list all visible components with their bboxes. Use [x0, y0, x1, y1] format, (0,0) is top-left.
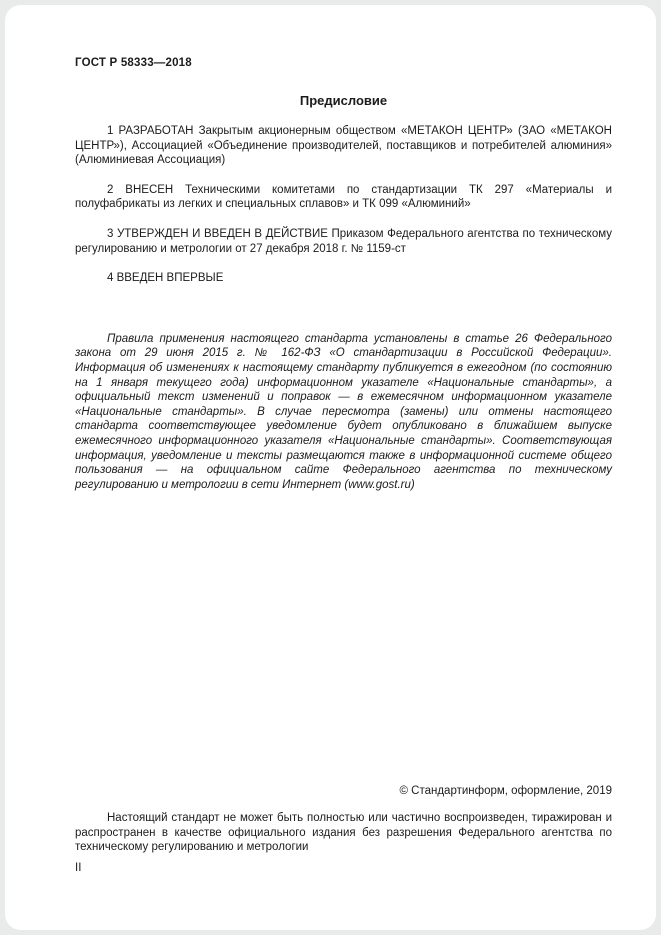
document-code: ГОСТ Р 58333—2018: [75, 57, 192, 69]
section-title: Предисловие: [299, 93, 388, 108]
foreword-item-2: 2 ВНЕСЕН Техническими комитетами по стандартизации ТК 297 «Материалы и полуфабрикаты из легких и специальных сплавов» и ТК 099 «Алюминий»: [75, 183, 612, 211]
page-number: II: [75, 862, 82, 875]
foreword-item-4: 4 ВВЕДЕН ВПЕРВЫЕ: [107, 272, 224, 285]
document-page: [5, 5, 656, 930]
copyright-line: © Стандартинформ, оформление, 2019: [399, 785, 612, 798]
foreword-item-1: 1 РАЗРАБОТАН Закрытым акционерным обществом «МЕТАКОН ЦЕНТР» (ЗАО «МЕТАКОН ЦЕНТР»), Ассоциацией «Объединение производителей, поставщиков и потребителей алюминия» (Алюминиевая Ассоциация): [75, 125, 612, 167]
reproduction-notice: Настоящий стандарт не может быть полностью или частично воспроизведен, тиражирован и распространен в качестве официального издания без разрешения Федерального агентства по техническому регулированию и метрологии: [75, 812, 612, 854]
application-rules-note: Правила применения настоящего стандарта установлены в статье 26 Федерального закона от 29 июня 2015 г. № 162-ФЗ «О стандартизации в Российской Федерации». Информация об изменениях к настоящему стандарту публикуется в ежегодном (по состоянию на 1 января текущего года) информационном указателе «Национальные стандарты», а официальный текст изменений и поправок — в ежемесячном информационном указателе «Национальные стандарты». В случае пересмотра (замены) или отмены настоящего стандарта соответствующее уведомление будет опубликовано в ближайшем выпуске ежемесячного информационного указателя «Национальные стандарты». Соответствующая информация, уведомление и тексты размещаются также в информационной системе общего пользования — на официальном сайте Федерального агентства по техническому регулированию и метрологии в сети Интернет (www.gost.ru): [75, 332, 612, 491]
foreword-item-3: 3 УТВЕРЖДЕН И ВВЕДЕН В ДЕЙСТВИЕ Приказом Федерального агентства по техническому регулированию и метрологии от 27 декабря 2018 г. № 1159-ст: [75, 227, 612, 255]
